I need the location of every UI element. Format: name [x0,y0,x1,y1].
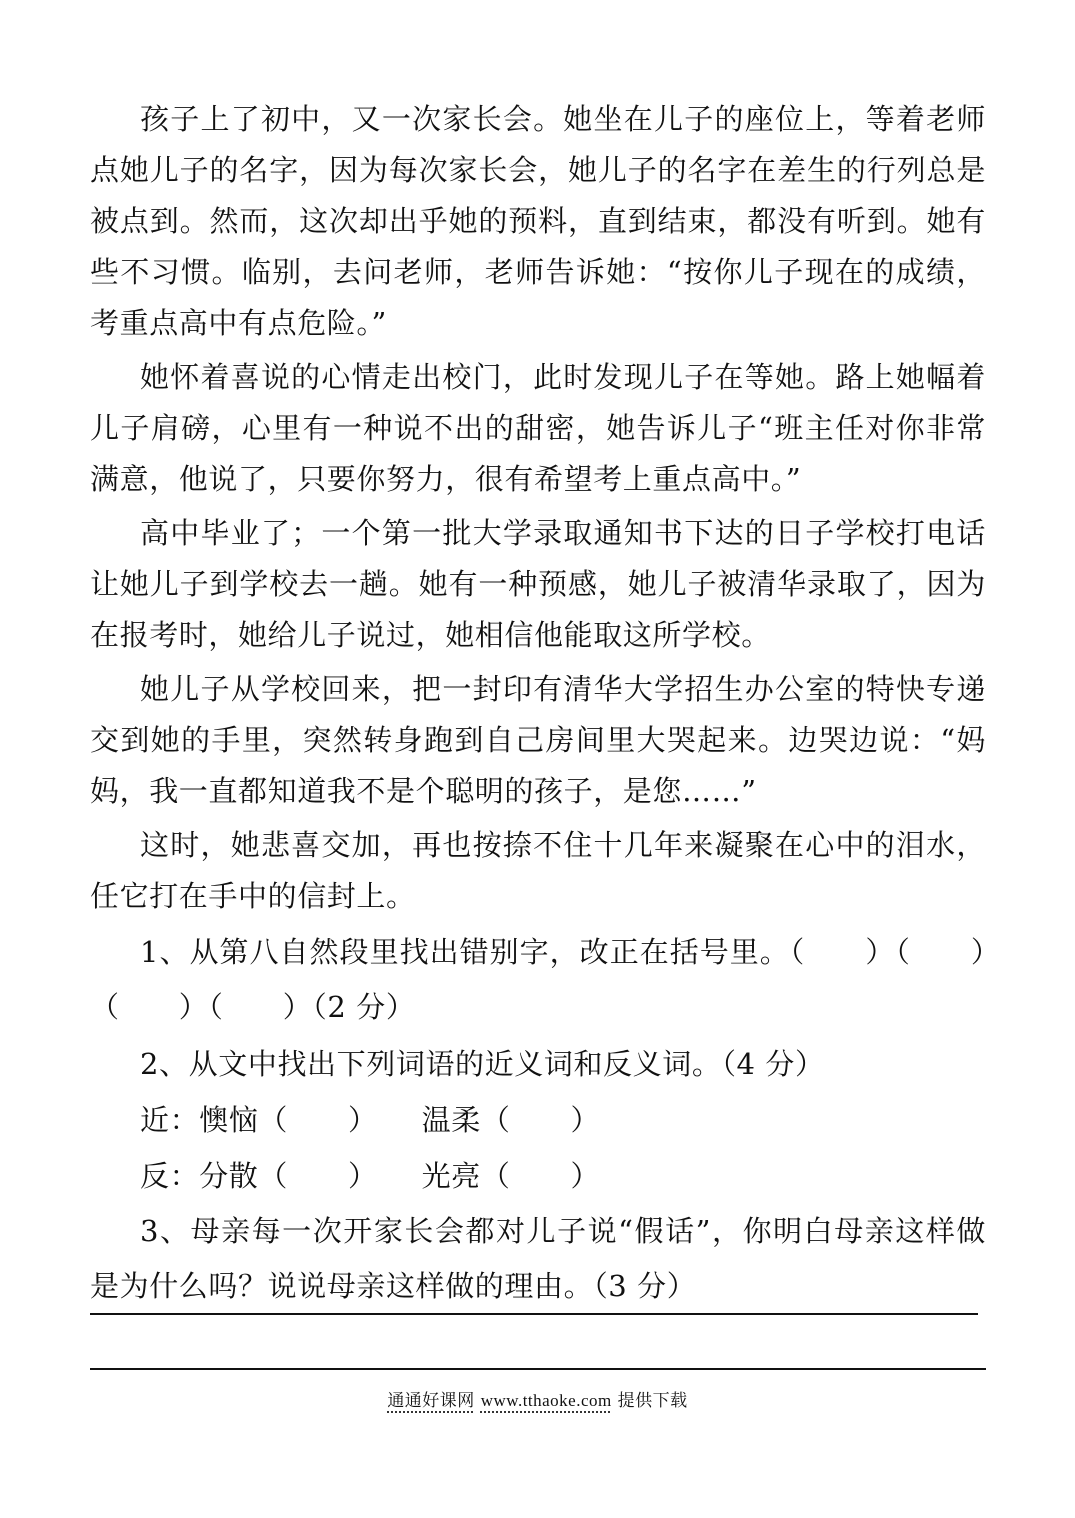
antonym-row [90,1148,986,1204]
answer-line-2[interactable] [90,1368,986,1370]
antonym-word-2: 光亮（ [421,1159,511,1193]
synonym-close-2: ） [570,1103,601,1137]
synonym-word-2: 温柔（ [421,1103,511,1137]
question-1: 1、从第八自然段里找出错别字，改正在括号里。（ ）（ ）（ ）（ ）（2 分） [90,935,986,1024]
story-paragraph-4: 她儿子从学校回来，把一封印有清华大学招生办公室的特快专递交到她的手里，突然转身跑到自己房间里大哭起来。边哭边说：“妈妈，我一直都知道我不是个聪明的孩子，是您……” [90,672,986,808]
antonym-close-2: ） [570,1159,601,1193]
story-paragraph-2: 她怀着喜说的心情走出校门，此时发现儿子在等她。路上她幅着儿子肩磅，心里有一种说不出的甜密，她告诉儿子“班主任对你非常满意，他说了，只要你努力，很有希望考上重点高中。” [90,360,986,496]
synonym-row [90,1092,986,1148]
answer-line-1[interactable] [90,1313,978,1315]
footer-suffix: 提供下载 [617,1391,688,1411]
antonym-close-1: ） [348,1159,378,1193]
question-2: 2、从文中找出下列词语的近义词和反义词。（4 分） [140,1047,825,1081]
story-paragraph-1: 孩子上了初中，又一次家长会。她坐在儿子的座位上，等着老师点她儿子的名字，因为每次家长会，她儿子的名字在差生的行列总是被点到。然而，这次却出乎她的预料，直到结束，都没有听到。她有些不习惯。临别，去问老师，老师告诉她：“按你儿子现在的成绩，考重点高中有点危险。” [90,102,986,340]
footer-site-name: 通通好课网 [387,1391,475,1411]
document-body [90,94,986,1314]
antonym-label: 反： [140,1159,200,1193]
footer-url[interactable]: www.tthaoke.com [480,1391,612,1410]
footer [0,1386,1075,1411]
question-3: 3、母亲每一次开家长会都对儿子说“假话”，你明白母亲这样做是为什么吗？说说母亲这样做的理由。（3 分） [90,1214,986,1303]
story-paragraph-3: 高中毕业了；一个第一批大学录取通知书下达的日子学校打电话让她儿子到学校去一趟。她有一种预感，她儿子被清华录取了，因为在报考时，她给儿子说过，她相信他能取这所学校。 [90,516,986,652]
synonym-word-1: 懊恼（ [199,1103,289,1137]
synonym-label: 近： [140,1103,200,1137]
synonym-close-1: ） [348,1103,378,1137]
story-paragraph-5: 这时，她悲喜交加，再也按捺不住十几年来凝聚在心中的泪水，任它打在手中的信封上。 [90,828,986,913]
antonym-word-1: 分散（ [199,1159,289,1193]
